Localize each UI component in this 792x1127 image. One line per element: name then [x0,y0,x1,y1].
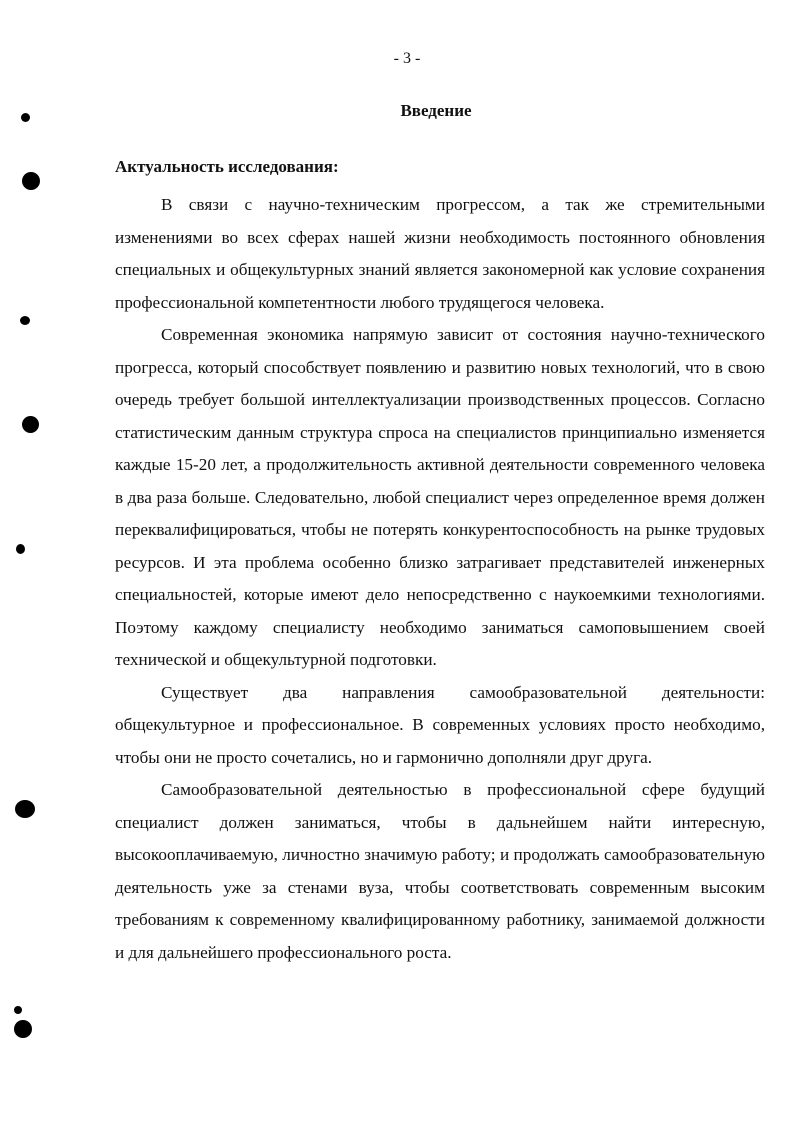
punch-hole [22,416,39,433]
punch-hole [22,172,40,190]
punch-hole [15,800,35,818]
section-heading: Актуальность исследования: [115,157,339,176]
page-title: Введение [400,101,472,120]
paragraph: В связи с научно-техническим прогрессом, а так же стремительными изменениями во всех сферах нашей жизни необходимость постоянного обновления специальных и общекультурных знаний является закономерной как условие сохранения профессиональной компетентности любого трудящегося человека. [115,195,765,312]
page-number: - 3 - [393,50,421,67]
punch-hole [14,1020,32,1038]
scan-mark [14,1006,22,1014]
body-text [115,189,765,969]
scan-mark [20,316,30,325]
paragraph: Современная экономика напрямую зависит от состояния научно-технического прогресса, который способствует появлению и развитию новых технологий, что в свою очередь требует большой интеллектуализации производственных процессов. Согласно статистическим данным структура спроса на специалистов принципиально изменяется каждые 15-20 лет, а продолжительность активной деятельности современного человека в два раза больше. Следовательно, любой специалист через определенное время должен переквалифицироваться, чтобы не потерять конкурентоспособность на рынке трудовых ресурсов. И эта проблема особенно близко затрагивает представителей инженерных специальностей, которые имеют дело непосредственно с наукоемкими технологиями. Поэтому каждому специалисту необходимо заниматься самоповышением своей технической и общекультурной подготовки. [115,325,765,669]
paragraph: Существует два направления самообразовательной деятельности: общекультурное и профессиональное. В современных условиях просто необходимо, чтобы они не просто сочетались, но и гармонично дополняли друг друга. [115,682,765,767]
scan-mark [16,544,25,554]
paragraph: Самообразовательной деятельностью в профессиональной сфере будущий специалист должен заниматься, чтобы в дальнейшем найти интересную, высокооплачиваемую, личностно значимую работу; и продолжать самообразовательную деятельность уже за стенами вуза, чтобы соответствовать современным высоким требованиям к современному квалифицированному работнику, занимаемой должности и для дальнейшего профессионального роста. [115,780,765,962]
